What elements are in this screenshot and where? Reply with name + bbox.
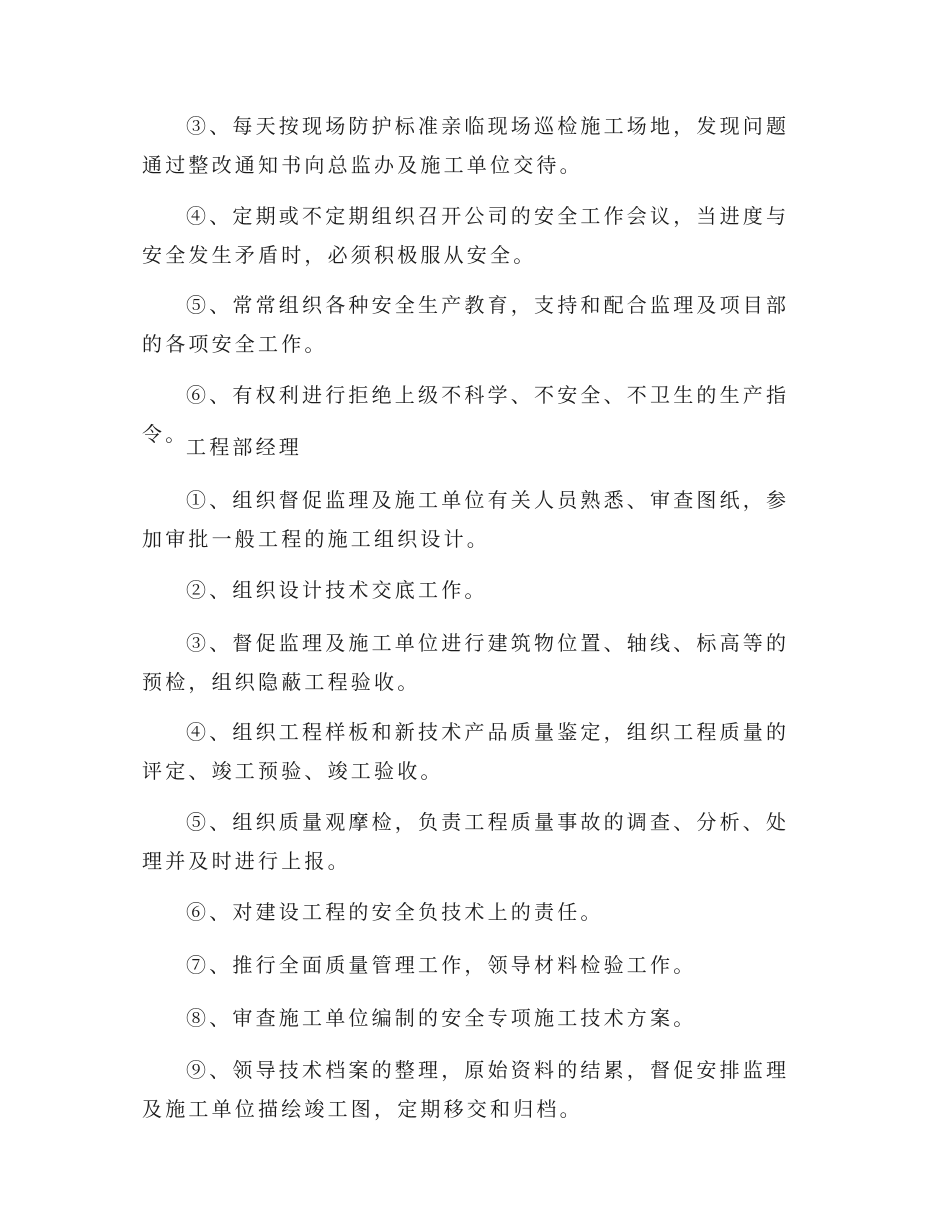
paragraph-item-2: ②、组织设计技术交底工作。 xyxy=(186,578,488,602)
paragraph-item-4: ④、定期或不定期组织召开公司的安全工作会议，当进度与安全发生矛盾时，必须积极服从安全。 xyxy=(142,204,790,267)
paragraph-item-3: ③、每天按现场防护标准亲临现场巡检施工场地，发现问题通过整改通知书向总监办及施工单位交待。 xyxy=(142,114,790,177)
section-heading: 工程部经理 xyxy=(186,435,302,459)
paragraph-item-5: ⑤、常常组织各种安全生产教育，支持和配合监理及项目部的各项安全工作。 xyxy=(142,293,790,356)
paragraph-item-8: ⑧、审查施工单位编制的安全专项施工技术方案。 xyxy=(186,1006,697,1030)
paragraph-item-9: ⑨、领导技术档案的整理，原始资料的结累，督促安排监理及施工单位描绘竣工图，定期移交和归档。 xyxy=(142,1058,790,1121)
paragraph-item-7: ⑦、推行全面质量管理工作，领导材料检验工作。 xyxy=(186,953,697,977)
paragraph-item-3b: ③、督促监理及施工单位进行建筑物位置、轴线、标高等的预检，组织隐蔽工程验收。 xyxy=(142,631,790,694)
paragraph-item-6b: ⑥、对建设工程的安全负技术上的责任。 xyxy=(186,900,604,924)
paragraph-item-6: ⑥、有权利进行拒绝上级不科学、不安全、不卫生的生产指令。 xyxy=(142,383,790,446)
paragraph-item-1: ①、组织督促监理及施工单位有关人员熟悉、审查图纸，参加审批一般工程的施工组织设计。 xyxy=(142,488,790,551)
paragraph-item-5b: ⑤、组织质量观摩检，负责工程质量事故的调查、分析、处理并及时进行上报。 xyxy=(142,810,790,873)
paragraph-item-4b: ④、组织工程样板和新技术产品质量鉴定，组织工程质量的评定、竣工预验、竣工验收。 xyxy=(142,720,790,783)
